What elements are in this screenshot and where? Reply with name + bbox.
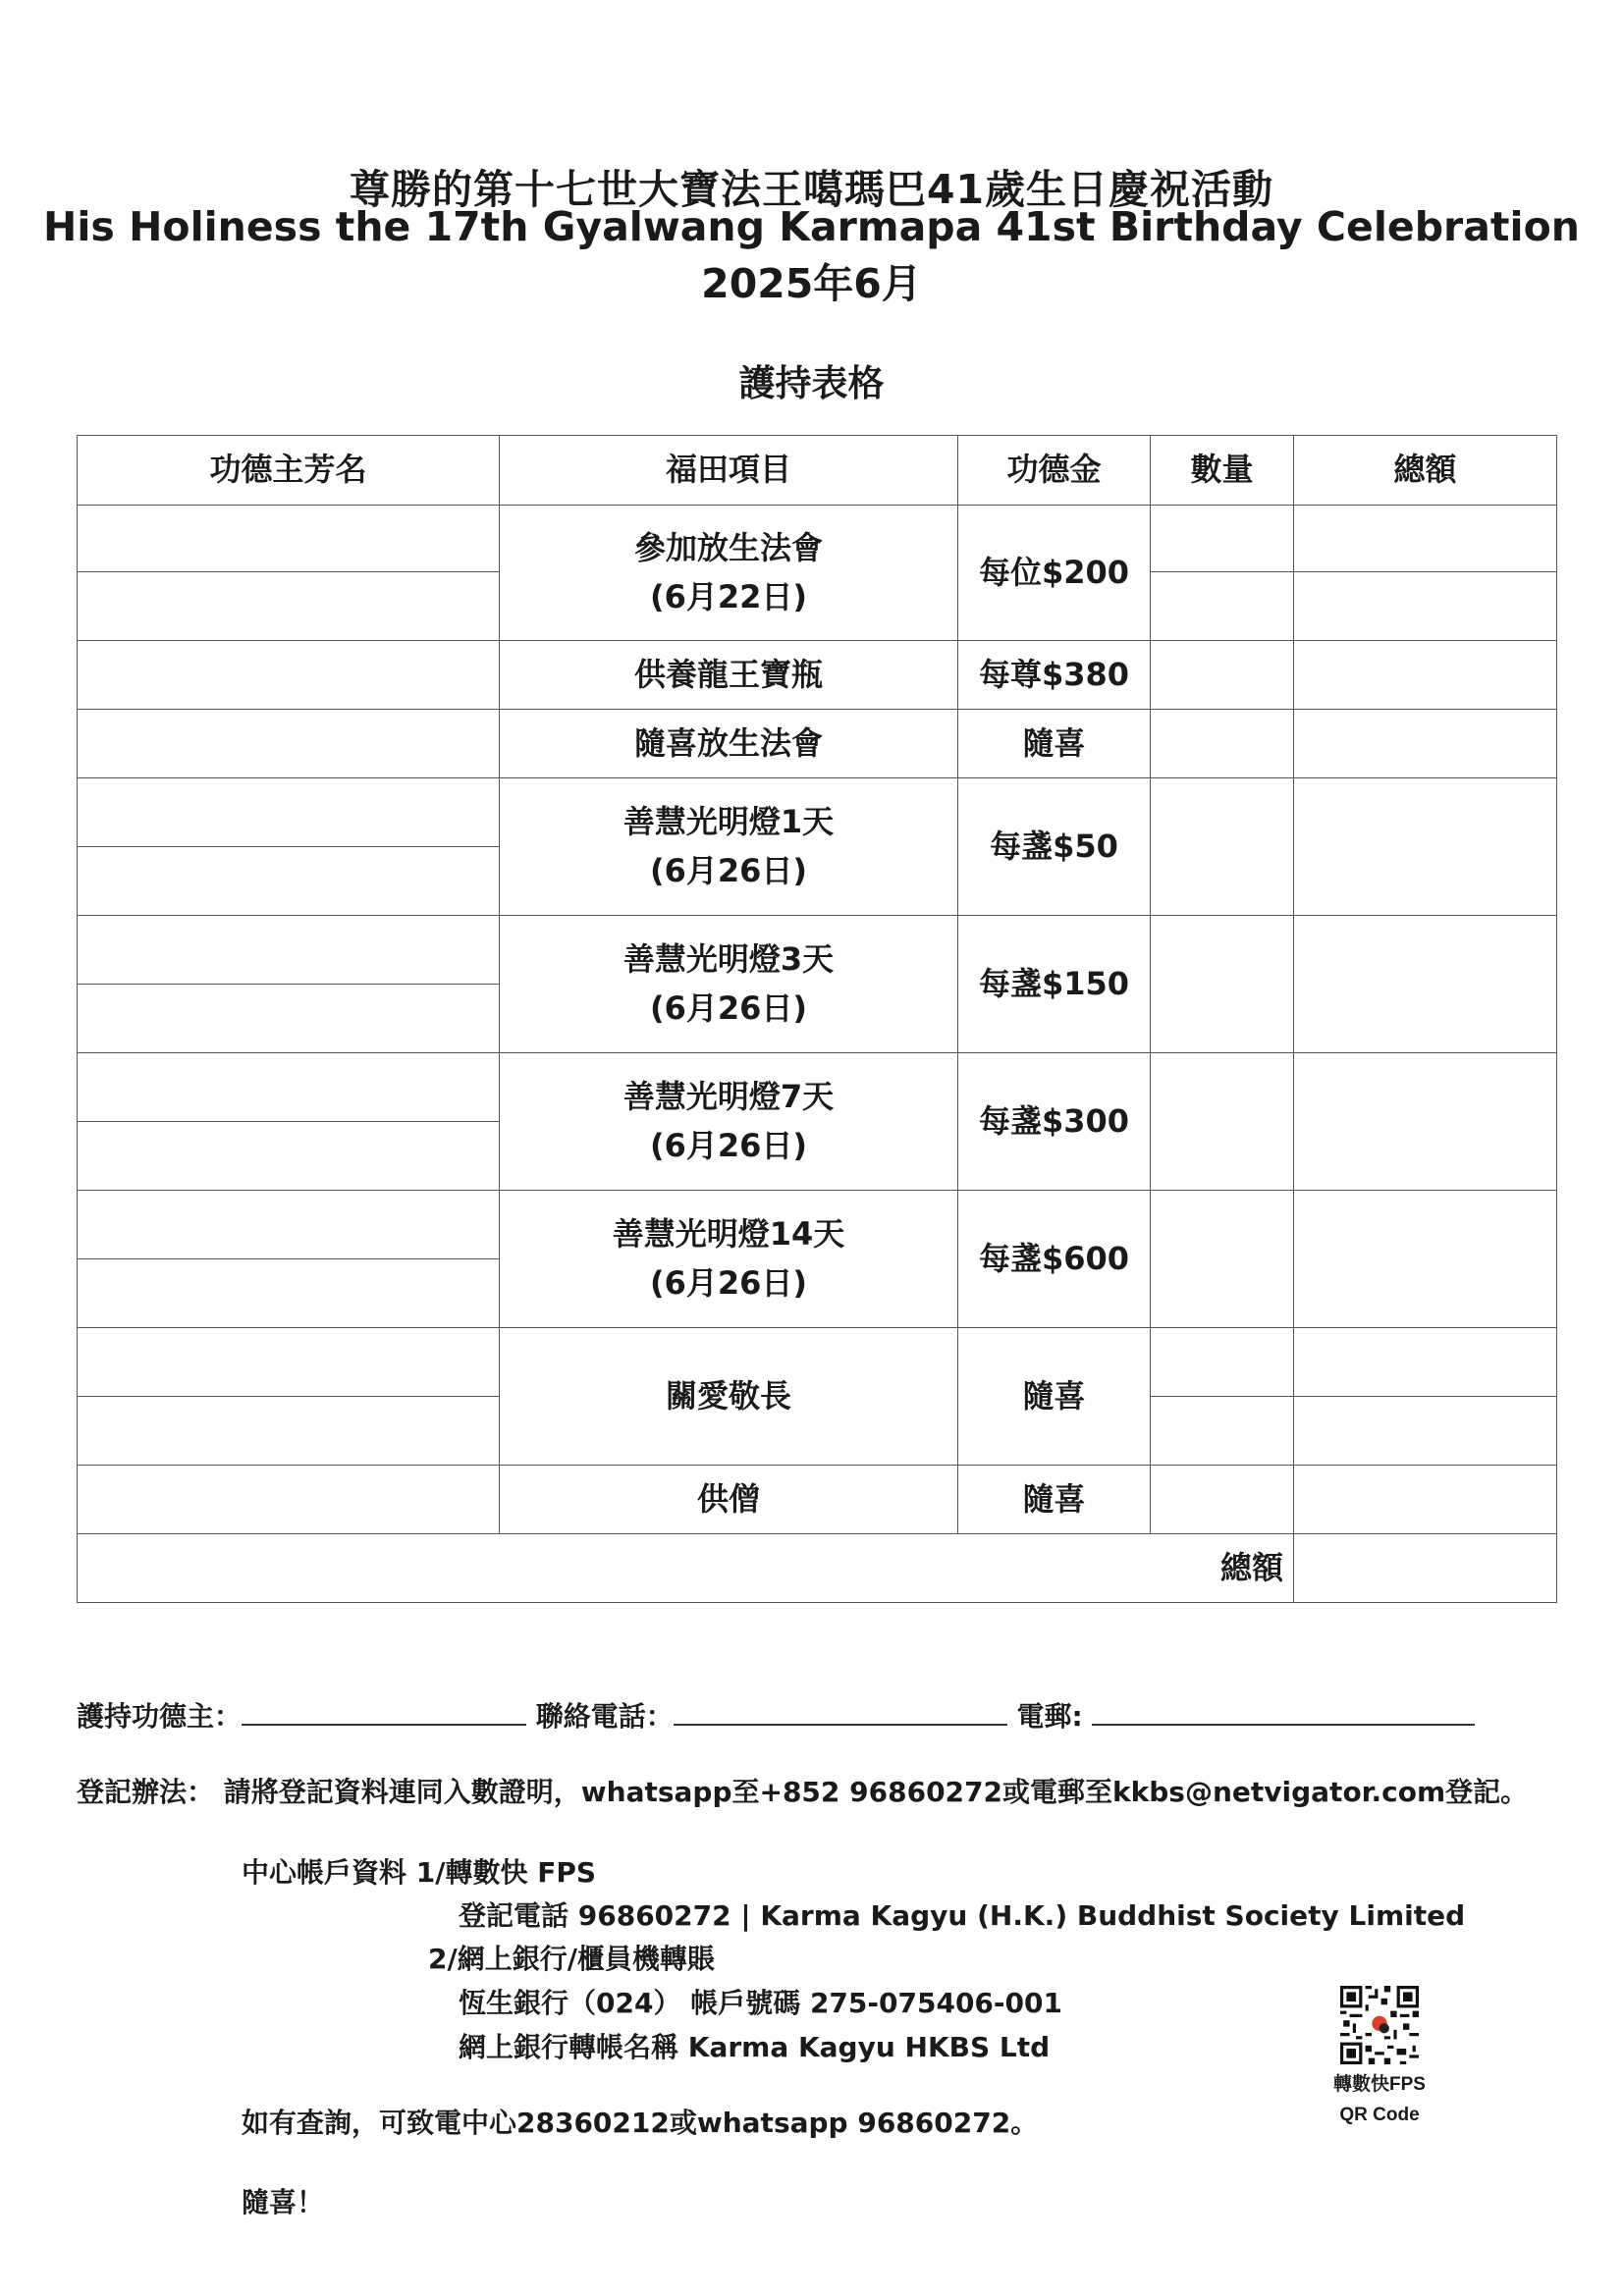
sponsor-name-cell[interactable] (78, 1259, 500, 1328)
price-cell: 隨喜 (958, 710, 1151, 778)
price-cell: 隨喜 (958, 1466, 1151, 1534)
amount-cell[interactable] (1294, 641, 1557, 710)
quantity-cell[interactable] (1151, 641, 1294, 710)
sponsor-name-cell[interactable] (78, 1053, 500, 1122)
sponsor-name-cell[interactable] (78, 506, 500, 572)
table-row (78, 641, 1557, 710)
quantity-cell[interactable] (1151, 710, 1294, 778)
amount-cell[interactable] (1294, 1053, 1557, 1191)
item-date: (6月26日) (649, 988, 808, 1027)
sponsor-name-cell[interactable] (78, 1122, 500, 1191)
sponsor-name-cell[interactable] (78, 572, 500, 641)
item-cell (500, 778, 958, 916)
sponsor-field[interactable] (242, 1696, 526, 1726)
item-name: 善慧光明燈7天 (622, 1077, 835, 1115)
bank-name-line: 網上銀行轉帳名稱 Karma Kagyu HKBS Ltd (459, 2031, 1051, 2063)
title-english: His Holiness the 17th Gyalwang Karmapa 41st Birthday Celebration (43, 203, 1580, 250)
quantity-cell[interactable] (1151, 1328, 1294, 1397)
item-cell (500, 916, 958, 1053)
quantity-cell[interactable] (1151, 572, 1294, 641)
item-cell (500, 1053, 958, 1191)
fps-qr-code (1340, 1986, 1419, 2064)
item-cell: 關愛敬長 (500, 1328, 958, 1466)
total-row (78, 1534, 1557, 1603)
sponsor-name-cell[interactable] (78, 1397, 500, 1466)
item-name: 參加放生法會 (633, 528, 823, 566)
item-date: (6月26日) (649, 1126, 808, 1164)
closing-line: 隨喜！ (242, 2186, 325, 2218)
amount-cell[interactable] (1294, 778, 1557, 916)
item-date: (6月26日) (649, 1263, 808, 1302)
table-row (78, 710, 1557, 778)
item-date: (6月22日) (649, 577, 808, 615)
quantity-cell[interactable] (1151, 1397, 1294, 1466)
phone-field[interactable] (674, 1696, 1007, 1726)
bank-title: 2/網上銀行/櫃員機轉賬 (428, 1943, 715, 1975)
column-header: 功德主芳名 (78, 436, 500, 506)
contact-line (77, 1695, 1475, 1735)
qr-caption-fps: 轉數快FPS (1333, 2074, 1426, 2095)
price-cell: 每尊$380 (958, 641, 1151, 710)
bank-line: 恆生銀行（024） 帳戶號碼 275-075406-001 (459, 1987, 1062, 2019)
quantity-cell[interactable] (1151, 1466, 1294, 1534)
sponsor-name-cell[interactable] (78, 985, 500, 1053)
sponsor-name-cell[interactable] (78, 916, 500, 985)
table-row (78, 778, 1557, 847)
quantity-cell[interactable] (1151, 1053, 1294, 1191)
amount-cell[interactable] (1294, 1328, 1557, 1397)
sponsor-name-cell[interactable] (78, 641, 500, 710)
column-header: 功德金 (958, 436, 1151, 506)
amount-cell[interactable] (1294, 506, 1557, 572)
total-amount-cell[interactable] (1294, 1534, 1557, 1603)
item-name: 善慧光明燈1天 (622, 802, 835, 840)
sponsor-name-cell[interactable] (78, 1328, 500, 1397)
table-row (78, 1053, 1557, 1122)
event-date: 2025年6月 (701, 260, 922, 307)
table-header-row (78, 436, 1557, 506)
sponsor-name-cell[interactable] (78, 1191, 500, 1259)
price-cell: 每位$200 (958, 506, 1151, 641)
form-title: 護持表格 (738, 362, 885, 404)
total-label: 總額 (78, 1534, 1294, 1603)
qr-caption-code: QR Code (1339, 2105, 1420, 2125)
price-cell: 每盞$600 (958, 1191, 1151, 1328)
sponsor-name-cell[interactable] (78, 710, 500, 778)
amount-cell[interactable] (1294, 1397, 1557, 1466)
column-header: 數量 (1151, 436, 1294, 506)
item-date: (6月26日) (649, 851, 808, 889)
item-cell: 供養龍王寶瓶 (500, 641, 958, 710)
item-name: 善慧光明燈14天 (612, 1214, 845, 1253)
sponsor-name-cell[interactable] (78, 1466, 500, 1534)
register-text: 請將登記資料連同入數證明，whatsapp至+852 96860272或電郵至kkbs@netvigator.com登記。 (223, 1776, 1529, 1808)
item-cell (500, 506, 958, 641)
item-cell: 供僧 (500, 1466, 958, 1534)
price-cell: 每盞$50 (958, 778, 1151, 916)
column-header: 總額 (1294, 436, 1557, 506)
amount-cell[interactable] (1294, 916, 1557, 1053)
column-header: 福田項目 (500, 436, 958, 506)
register-line (77, 1771, 1528, 1810)
item-cell: 隨喜放生法會 (500, 710, 958, 778)
amount-cell[interactable] (1294, 572, 1557, 641)
quantity-cell[interactable] (1151, 916, 1294, 1053)
table-row (78, 1328, 1557, 1397)
price-cell: 每盞$150 (958, 916, 1151, 1053)
fps-line: 登記電話 96860272 | Karma Kagyu (H.K.) Buddhist Society Limited (459, 1899, 1466, 1932)
table-row (78, 506, 1557, 572)
amount-cell[interactable] (1294, 1191, 1557, 1328)
quantity-cell[interactable] (1151, 506, 1294, 572)
inquiry-line: 如有查詢，可致電中心28360212或whatsapp 96860272。 (242, 2107, 1039, 2139)
title-chinese: 尊勝的第十七世大寶法王噶瑪巴41歲生日慶祝活動 (349, 166, 1274, 213)
sponsorship-table (77, 435, 1557, 1603)
price-cell: 隨喜 (958, 1328, 1151, 1466)
phone-label: 聯絡電話： (535, 1700, 674, 1733)
email-label: 電郵: (1016, 1700, 1083, 1733)
table-row (78, 1191, 1557, 1259)
register-label: 登記辦法： (77, 1776, 215, 1808)
account-title: 中心帳戶資料 1/轉數快 FPS (242, 1856, 597, 1889)
quantity-cell[interactable] (1151, 778, 1294, 916)
price-cell: 每盞$300 (958, 1053, 1151, 1191)
item-cell (500, 1191, 958, 1328)
table-row (78, 916, 1557, 985)
sponsor-label: 護持功德主： (77, 1700, 243, 1733)
quantity-cell[interactable] (1151, 1191, 1294, 1328)
amount-cell[interactable] (1294, 710, 1557, 778)
table-row (78, 1466, 1557, 1534)
amount-cell[interactable] (1294, 1466, 1557, 1534)
sponsor-name-cell[interactable] (78, 847, 500, 916)
email-field[interactable] (1092, 1696, 1475, 1726)
sponsor-name-cell[interactable] (78, 778, 500, 847)
item-name: 善慧光明燈3天 (622, 939, 835, 978)
